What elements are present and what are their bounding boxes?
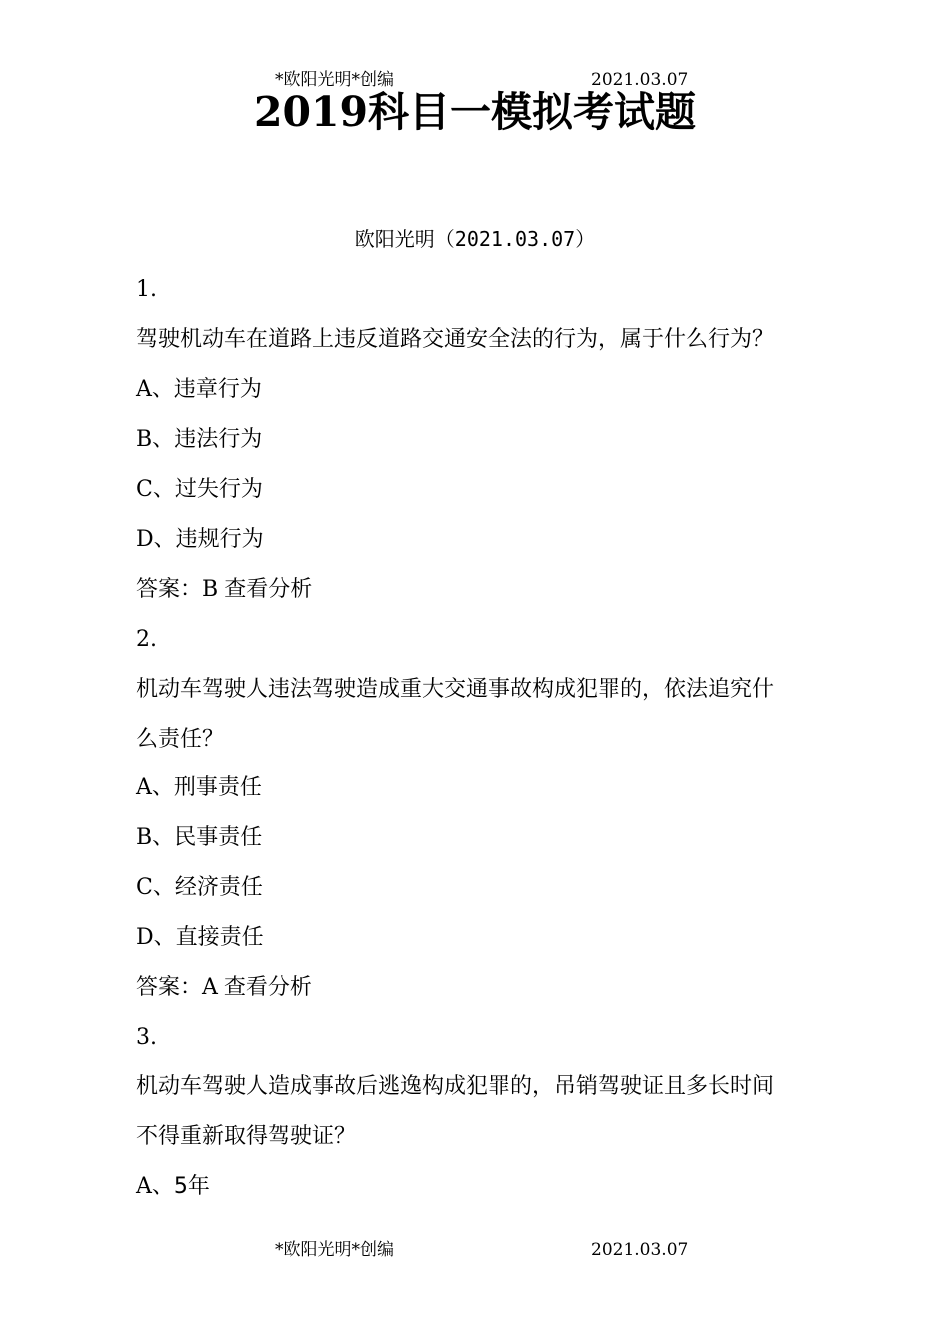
question-text: 驾驶机动车在道路上违反道路交通安全法的行为，属于什么行为？ (136, 327, 775, 352)
question-number: 2. (136, 627, 157, 652)
option-letter: D (136, 925, 154, 950)
option-separator: 、 (152, 427, 175, 452)
option-item (136, 375, 262, 405)
option-letter: A (136, 775, 152, 800)
option-item (136, 923, 264, 953)
footer-date: 2021.03.07 (591, 1240, 689, 1260)
header-date: 2021.03.07 (591, 70, 689, 90)
option-text: 违规行为 (175, 527, 264, 552)
option-item (136, 425, 262, 455)
option-text: 经济责任 (174, 875, 263, 900)
option-separator: 、 (153, 527, 176, 552)
answer-line (136, 575, 312, 605)
option-text: 民事责任 (174, 825, 263, 850)
option-letter: D (136, 527, 154, 552)
option-separator: 、 (151, 1174, 174, 1199)
option-letter: A (136, 1174, 152, 1199)
option-separator: 、 (152, 825, 175, 850)
option-item (136, 525, 264, 555)
question-number: 1. (136, 277, 157, 302)
page-title: 2019科目一模拟考试题 (253, 88, 697, 136)
option-text: 过失行为 (174, 477, 263, 502)
option-separator: 、 (152, 875, 175, 900)
option-text: 违法行为 (174, 427, 263, 452)
answer-label: 答案： (136, 975, 203, 1000)
option-item (136, 873, 263, 903)
option-letter: B (136, 427, 153, 452)
option-item (136, 823, 262, 853)
author-line: 欧阳光明（2021.03.07） (354, 227, 596, 251)
option-letter: A (136, 377, 152, 402)
option-item (136, 1172, 210, 1202)
view-analysis-link[interactable]: 查看分析 (223, 975, 312, 1000)
question-text: 么责任？ (136, 727, 225, 752)
question-text: 不得重新取得驾驶证？ (136, 1124, 357, 1149)
answer-label: 答案： (136, 577, 203, 602)
question-text: 机动车驾驶人违法驾驶造成重大交通事故构成犯罪的，依法追究什 (136, 677, 775, 702)
option-separator: 、 (151, 775, 174, 800)
option-text: 刑事责任 (173, 775, 262, 800)
header-author: *欧阳光明*创编 (275, 70, 394, 90)
answer-line (136, 973, 312, 1003)
option-letter: C (136, 875, 153, 900)
answer-value: B (202, 577, 219, 602)
view-analysis-link[interactable]: 查看分析 (224, 577, 313, 602)
question-text: 机动车驾驶人造成事故后逃逸构成犯罪的，吊销驾驶证且多长时间 (136, 1074, 775, 1099)
option-separator: 、 (151, 377, 174, 402)
option-item (136, 475, 263, 505)
answer-value: A (202, 975, 218, 1000)
option-item (136, 773, 262, 803)
option-text: 5年 (173, 1174, 210, 1199)
option-separator: 、 (153, 925, 176, 950)
option-text: 违章行为 (173, 377, 262, 402)
question-number: 3. (136, 1025, 157, 1050)
option-letter: B (136, 825, 153, 850)
footer-author: *欧阳光明*创编 (275, 1240, 394, 1260)
option-text: 直接责任 (175, 925, 264, 950)
option-letter: C (136, 477, 153, 502)
option-separator: 、 (152, 477, 175, 502)
